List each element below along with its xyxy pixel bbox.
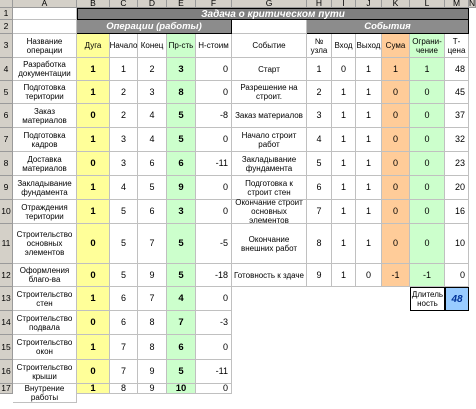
events-header-0: Событие bbox=[232, 34, 307, 58]
sheet-title[interactable]: Задача о критическом пути bbox=[77, 8, 469, 20]
row-header-17[interactable]: 17 bbox=[0, 384, 13, 394]
operation-duration[interactable]: 9 bbox=[167, 176, 196, 200]
operation-start[interactable]: 8 bbox=[110, 384, 138, 394]
operation-slack[interactable]: 0 bbox=[196, 58, 232, 81]
event-limit[interactable]: 0 bbox=[410, 104, 445, 128]
event-sum[interactable]: 0 bbox=[382, 152, 410, 176]
event-name[interactable]: Закладывание фундамента bbox=[232, 152, 307, 176]
row-header-7[interactable]: 7 bbox=[0, 128, 13, 152]
event-in[interactable]: 1 bbox=[332, 224, 356, 264]
column-header-b[interactable]: B bbox=[77, 0, 110, 8]
event-sum[interactable]: 0 bbox=[382, 224, 410, 264]
operation-arc[interactable]: 1 bbox=[77, 176, 110, 200]
operation-slack[interactable]: -3 bbox=[196, 311, 232, 335]
event-sum[interactable]: 0 bbox=[382, 104, 410, 128]
column-header-k[interactable]: K bbox=[382, 0, 410, 8]
operation-arc[interactable]: 1 bbox=[77, 58, 110, 81]
row-header-8[interactable]: 8 bbox=[0, 152, 13, 176]
operation-duration[interactable]: 7 bbox=[167, 311, 196, 335]
row-header-5[interactable]: 5 bbox=[0, 81, 13, 104]
event-node[interactable]: 2 bbox=[307, 81, 332, 104]
operation-arc[interactable]: 1 bbox=[77, 384, 110, 394]
operation-arc[interactable]: 1 bbox=[77, 128, 110, 152]
event-out[interactable]: 1 bbox=[356, 128, 382, 152]
operation-duration[interactable]: 4 bbox=[167, 287, 196, 311]
operation-duration[interactable]: 6 bbox=[167, 335, 196, 360]
operation-name[interactable]: Строительство крыши bbox=[13, 360, 77, 384]
ops-header-3: Конец bbox=[138, 34, 167, 58]
event-node[interactable]: 6 bbox=[307, 176, 332, 200]
operation-start[interactable]: 5 bbox=[110, 264, 138, 287]
operation-end[interactable]: 6 bbox=[138, 152, 167, 176]
row-header-2[interactable]: 2 bbox=[0, 20, 13, 34]
column-header-a[interactable]: A bbox=[13, 0, 77, 8]
events-header-4: Сума bbox=[382, 34, 410, 58]
operation-name[interactable]: Строительство стен bbox=[13, 287, 77, 311]
event-node[interactable]: 7 bbox=[307, 200, 332, 224]
duration-value[interactable]: 48 bbox=[445, 287, 469, 311]
operation-duration[interactable]: 5 bbox=[167, 128, 196, 152]
operation-slack[interactable]: -11 bbox=[196, 360, 232, 384]
operation-arc[interactable]: 0 bbox=[77, 224, 110, 264]
row-header-12[interactable]: 12 bbox=[0, 264, 13, 287]
operation-name[interactable]: Подготовка кадров bbox=[13, 128, 77, 152]
event-node[interactable]: 8 bbox=[307, 224, 332, 264]
operation-start[interactable]: 2 bbox=[110, 104, 138, 128]
operation-name[interactable]: Подготовка територии bbox=[13, 81, 77, 104]
event-limit[interactable]: 0 bbox=[410, 81, 445, 104]
select-all-corner[interactable] bbox=[0, 0, 13, 8]
row-header-15[interactable]: 15 bbox=[0, 335, 13, 360]
operation-end[interactable]: 4 bbox=[138, 104, 167, 128]
column-header-j[interactable]: J bbox=[356, 0, 382, 8]
column-header-d[interactable]: D bbox=[138, 0, 167, 8]
event-in[interactable]: 1 bbox=[332, 264, 356, 287]
event-node[interactable]: 9 bbox=[307, 264, 332, 287]
operation-duration[interactable]: 3 bbox=[167, 58, 196, 81]
event-sum[interactable]: 0 bbox=[382, 81, 410, 104]
row-header-14[interactable]: 14 bbox=[0, 311, 13, 335]
operation-end[interactable]: 8 bbox=[138, 335, 167, 360]
operation-start[interactable]: 3 bbox=[110, 128, 138, 152]
column-header-c[interactable]: C bbox=[110, 0, 138, 8]
operation-arc[interactable]: 0 bbox=[77, 104, 110, 128]
event-node[interactable]: 5 bbox=[307, 152, 332, 176]
event-name[interactable]: Старт bbox=[232, 58, 307, 81]
cell-a2[interactable] bbox=[13, 20, 77, 34]
column-header-h[interactable]: H bbox=[307, 0, 332, 8]
operation-end[interactable]: 9 bbox=[138, 384, 167, 394]
event-sum[interactable]: 0 bbox=[382, 128, 410, 152]
spacer-g2 bbox=[232, 20, 307, 34]
ops-header-0: Название операции bbox=[13, 34, 77, 58]
event-limit[interactable]: 0 bbox=[410, 176, 445, 200]
ops-header-5: Н-стоим bbox=[196, 34, 232, 58]
event-t[interactable]: 20 bbox=[445, 176, 469, 200]
operation-duration[interactable]: 8 bbox=[167, 81, 196, 104]
event-sum[interactable]: 0 bbox=[382, 176, 410, 200]
ops-header-2: Начало bbox=[110, 34, 138, 58]
event-limit[interactable]: 0 bbox=[410, 152, 445, 176]
event-sum[interactable]: 1 bbox=[382, 58, 410, 81]
event-name[interactable]: Окончание строит основных элементов bbox=[232, 200, 307, 224]
event-in[interactable]: 1 bbox=[332, 152, 356, 176]
operation-end[interactable]: 3 bbox=[138, 81, 167, 104]
event-name[interactable]: Разрешение на строит. bbox=[232, 81, 307, 104]
operation-slack[interactable]: -18 bbox=[196, 264, 232, 287]
event-out[interactable]: 1 bbox=[356, 152, 382, 176]
event-in[interactable]: 1 bbox=[332, 176, 356, 200]
operation-end[interactable]: 8 bbox=[138, 311, 167, 335]
operation-arc[interactable]: 0 bbox=[77, 264, 110, 287]
event-node[interactable]: 4 bbox=[307, 128, 332, 152]
event-out[interactable]: 1 bbox=[356, 176, 382, 200]
event-in[interactable]: 0 bbox=[332, 58, 356, 81]
event-t[interactable]: 37 bbox=[445, 104, 469, 128]
event-out[interactable]: 0 bbox=[356, 264, 382, 287]
column-header-l[interactable]: L bbox=[410, 0, 445, 8]
event-limit[interactable]: -1 bbox=[410, 264, 445, 287]
event-name[interactable]: Начало строит работ bbox=[232, 128, 307, 152]
event-t[interactable]: 48 bbox=[445, 58, 469, 81]
event-sum[interactable]: -1 bbox=[382, 264, 410, 287]
events-header-6: Т-цена bbox=[445, 34, 469, 58]
event-name[interactable]: Подготовка к строит стен bbox=[232, 176, 307, 200]
event-limit[interactable]: 0 bbox=[410, 224, 445, 264]
event-t[interactable]: 0 bbox=[445, 264, 469, 287]
operation-end[interactable]: 2 bbox=[138, 58, 167, 81]
operation-start[interactable]: 6 bbox=[110, 287, 138, 311]
operation-arc[interactable]: 1 bbox=[77, 81, 110, 104]
event-name[interactable]: Готовность к здаче bbox=[232, 264, 307, 287]
operation-duration[interactable]: 6 bbox=[167, 152, 196, 176]
operation-end[interactable]: 4 bbox=[138, 128, 167, 152]
operation-slack[interactable]: 0 bbox=[196, 81, 232, 104]
row-header-4[interactable]: 4 bbox=[0, 58, 13, 81]
events-header-3: Выход bbox=[356, 34, 382, 58]
operation-name[interactable]: Внутрение работы bbox=[13, 384, 77, 403]
operation-slack[interactable]: 0 bbox=[196, 335, 232, 360]
event-in[interactable]: 1 bbox=[332, 200, 356, 224]
operation-start[interactable]: 5 bbox=[110, 200, 138, 224]
operation-start[interactable]: 6 bbox=[110, 311, 138, 335]
events-header-5: Ограни-чение bbox=[410, 34, 445, 58]
operation-start[interactable]: 3 bbox=[110, 152, 138, 176]
operation-name[interactable]: Строительство основных элементов bbox=[13, 224, 77, 264]
column-header-n[interactable]: N bbox=[469, 0, 476, 8]
event-limit[interactable]: 0 bbox=[410, 128, 445, 152]
row-header-1[interactable]: 1 bbox=[0, 8, 13, 20]
event-out[interactable]: 1 bbox=[356, 81, 382, 104]
operation-end[interactable]: 7 bbox=[138, 224, 167, 264]
operation-slack[interactable]: -5 bbox=[196, 224, 232, 264]
operation-end[interactable]: 9 bbox=[138, 360, 167, 384]
operation-name[interactable]: Разработка документации bbox=[13, 58, 77, 81]
operation-start[interactable]: 2 bbox=[110, 81, 138, 104]
operation-arc[interactable]: 0 bbox=[77, 152, 110, 176]
operation-slack[interactable]: 0 bbox=[196, 176, 232, 200]
event-limit[interactable]: 0 bbox=[410, 200, 445, 224]
row-header-13[interactable]: 13 bbox=[0, 287, 13, 311]
operation-arc[interactable]: 0 bbox=[77, 360, 110, 384]
operation-name[interactable]: Отраждения територии bbox=[13, 200, 77, 224]
event-t[interactable]: 10 bbox=[445, 224, 469, 264]
event-out[interactable]: 1 bbox=[356, 224, 382, 264]
operation-slack[interactable]: 0 bbox=[196, 384, 232, 394]
operation-arc[interactable]: 0 bbox=[77, 311, 110, 335]
operation-slack[interactable]: 0 bbox=[196, 200, 232, 224]
operation-name[interactable]: Строительство подвала bbox=[13, 311, 77, 335]
operation-slack[interactable]: 0 bbox=[196, 287, 232, 311]
operation-end[interactable]: 6 bbox=[138, 200, 167, 224]
operation-duration[interactable]: 5 bbox=[167, 264, 196, 287]
row-header-9[interactable]: 9 bbox=[0, 176, 13, 200]
events-title[interactable]: События bbox=[307, 20, 469, 34]
cell-a1[interactable] bbox=[13, 8, 77, 20]
operation-start[interactable]: 5 bbox=[110, 224, 138, 264]
operation-duration[interactable]: 5 bbox=[167, 104, 196, 128]
operation-end[interactable]: 7 bbox=[138, 287, 167, 311]
column-header-e[interactable]: E bbox=[167, 0, 196, 8]
operation-start[interactable]: 1 bbox=[110, 58, 138, 81]
event-t[interactable]: 16 bbox=[445, 200, 469, 224]
operation-duration[interactable]: 5 bbox=[167, 224, 196, 264]
row-header-6[interactable]: 6 bbox=[0, 104, 13, 128]
operation-slack[interactable]: 0 bbox=[196, 128, 232, 152]
operation-start[interactable]: 7 bbox=[110, 335, 138, 360]
column-header-m[interactable]: M bbox=[445, 0, 469, 8]
event-node[interactable]: 3 bbox=[307, 104, 332, 128]
event-t[interactable]: 45 bbox=[445, 81, 469, 104]
operation-name[interactable]: Закладывание фундамента bbox=[13, 176, 77, 200]
event-out[interactable]: 1 bbox=[356, 58, 382, 81]
row-header-16[interactable]: 16 bbox=[0, 360, 13, 384]
operations-title[interactable]: Операции (работы) bbox=[77, 20, 232, 34]
event-out[interactable]: 1 bbox=[356, 200, 382, 224]
ops-header-4: Пр-сть bbox=[167, 34, 196, 58]
event-out[interactable]: 1 bbox=[356, 104, 382, 128]
event-in[interactable]: 1 bbox=[332, 81, 356, 104]
events-header-1: № узла bbox=[307, 34, 332, 58]
event-name[interactable]: Окончание внешних работ bbox=[232, 224, 307, 264]
operation-end[interactable]: 5 bbox=[138, 176, 167, 200]
operation-name[interactable]: Заказ материалов bbox=[13, 104, 77, 128]
column-header-g[interactable]: G bbox=[232, 0, 307, 8]
operation-end[interactable]: 9 bbox=[138, 264, 167, 287]
operation-name[interactable]: Оформления благо-ва bbox=[13, 264, 77, 287]
event-node[interactable]: 1 bbox=[307, 58, 332, 81]
operation-arc[interactable]: 1 bbox=[77, 287, 110, 311]
event-name[interactable]: Заказ материалов bbox=[232, 104, 307, 128]
row-header-11[interactable]: 11 bbox=[0, 224, 13, 264]
operation-name[interactable]: Строительство окон bbox=[13, 335, 77, 360]
event-t[interactable]: 32 bbox=[445, 128, 469, 152]
duration-label: Длитель ность bbox=[410, 287, 445, 311]
operation-slack[interactable]: -11 bbox=[196, 152, 232, 176]
operation-arc[interactable]: 1 bbox=[77, 335, 110, 360]
operation-duration[interactable]: 3 bbox=[167, 200, 196, 224]
operation-start[interactable]: 4 bbox=[110, 176, 138, 200]
event-in[interactable]: 1 bbox=[332, 128, 356, 152]
event-limit[interactable]: 1 bbox=[410, 58, 445, 81]
operation-duration[interactable]: 10 bbox=[167, 384, 196, 394]
operation-start[interactable]: 7 bbox=[110, 360, 138, 384]
ops-header-1: Дуга bbox=[77, 34, 110, 58]
row-header-3[interactable]: 3 bbox=[0, 34, 13, 58]
column-header-f[interactable]: F bbox=[196, 0, 232, 8]
operation-name[interactable]: Доставка материалов bbox=[13, 152, 77, 176]
operation-slack[interactable]: -8 bbox=[196, 104, 232, 128]
row-header-10[interactable]: 10 bbox=[0, 200, 13, 224]
event-in[interactable]: 1 bbox=[332, 104, 356, 128]
operation-arc[interactable]: 1 bbox=[77, 200, 110, 224]
operation-duration[interactable]: 5 bbox=[167, 360, 196, 384]
column-header-i[interactable]: I bbox=[332, 0, 356, 8]
events-header-2: Вход bbox=[332, 34, 356, 58]
event-t[interactable]: 23 bbox=[445, 152, 469, 176]
event-sum[interactable]: 0 bbox=[382, 200, 410, 224]
